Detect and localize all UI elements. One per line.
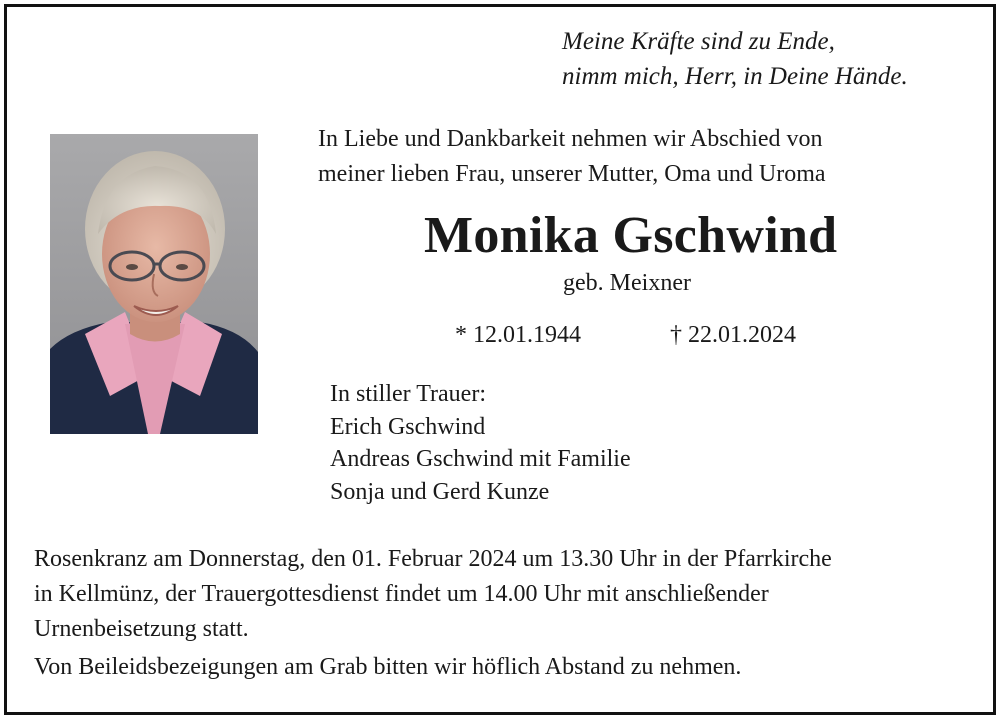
mourner-name: Sonja und Gerd Kunze	[330, 478, 550, 505]
death-date: † 22.01.2024	[670, 322, 796, 348]
mourner-name: Erich Gschwind	[330, 413, 486, 440]
service-line: in Kellmünz, der Trauergottesdienst findet um 14.00 Uhr mit anschließender	[34, 581, 769, 607]
intro-text	[318, 122, 826, 192]
intro-line: meiner lieben Frau, unserer Mutter, Oma und Uroma	[318, 161, 826, 187]
birth-date: * 12.01.1944	[455, 322, 581, 348]
service-info	[34, 542, 832, 647]
portrait-photo	[50, 134, 258, 434]
deceased-name: Monika Gschwind	[424, 207, 838, 264]
mourners-heading: In stiller Trauer:	[330, 381, 486, 407]
birth-name: geb. Meixner	[563, 270, 691, 296]
verse-line: Meine Kräfte sind zu Ende,	[562, 28, 835, 55]
mourners-list	[330, 378, 631, 508]
verse	[562, 24, 908, 94]
mourner-name: Andreas Gschwind mit Familie	[330, 446, 631, 472]
condolence-notice: Von Beileidsbezeigungen am Grab bitten wir höflich Abstand zu nehmen.	[34, 654, 742, 680]
service-line: Urnenbeisetzung statt.	[34, 616, 249, 642]
verse-line: nimm mich, Herr, in Deine Hände.	[562, 63, 908, 90]
service-line: Rosenkranz am Donnerstag, den 01. Februar 2024 um 13.30 Uhr in der Pfarrkirche	[34, 546, 832, 572]
intro-line: In Liebe und Dankbarkeit nehmen wir Abschied von	[318, 126, 823, 152]
